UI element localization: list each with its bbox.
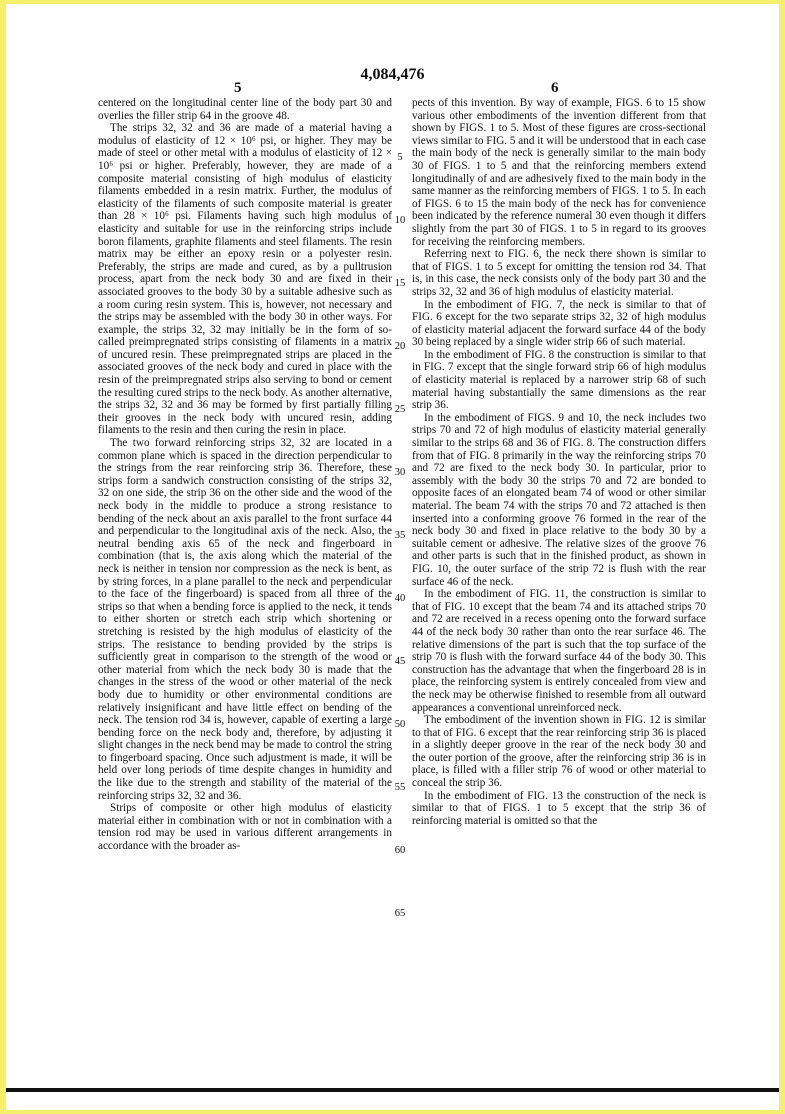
- line-number: 50: [394, 719, 406, 730]
- line-number: 30: [394, 467, 406, 478]
- patent-page: [6, 4, 779, 1110]
- paragraph: Referring next to FIG. 6, the neck there shown is similar to that of FIGS. 1 to 5 except for omitting the tension rod 34. That is, in this case, the neck consists only of the body part 30 and the strips 32, 32 and 36 of high modulus of elasticity material.: [412, 248, 706, 298]
- line-number: 35: [394, 530, 406, 541]
- paragraph: Strips of composite or other high modulus of elasticity material either in combination with or not in combination with a tension rod may be used in various different arrangements in accordance with the broader as-: [98, 802, 392, 853]
- line-number: 60: [394, 845, 406, 856]
- line-number: 45: [394, 656, 406, 667]
- paragraph: The two forward reinforcing strips 32, 32 are located in a common plane which is spaced in the direction perpendicular to the strings from the rear reinforcing strip 36. Therefore, these strips form a sandwich construction consisting of the strips 32, 32 on one side, the strip 36 on the other side and the wood of the neck body in the middle to produce a strong resistance to bending of the neck about an axis parallel to the front surface 44 and perpendicular to the longitudinal axis of the neck. Also, the neutral bending axis 65 of the neck and fingerboard in combination (that is, the axis along which the material of the neck is neither in tension nor compression as the neck is bent, as by string forces, in a plane parallel to the neck and perpendicular to the face of the fingerboard) is spaced from all three of the strips so that when a bending force is applied to the neck, it tends to either shorten or stretch each strip which shortening or stretching is resisted by the high modulus of elasticity of the strips. The resistance to bending provided by the strips is sufficiently great in comparison to the strength of the wood or other material from which the neck body 30 is made that the changes in the stress of the wood or other material of the neck body due to humidity or other environmental conditions are relatively insignificant and have little effect on bending of the neck. The tension rod 34 is, however, capable of exerting a large bending force on the neck body and, therefore, by adjusting it slight changes in the neck bend may be made to control the string to fingerboard spacing. Once such adjustment is made, it will be held over long periods of time despite changes in humidity and the like due to the strength and stability of the material of the reinforcing strips 32, 32 and 36.: [98, 437, 392, 802]
- paragraph: pects of this invention. By way of example, FIGS. 6 to 15 show various other embodiments of the invention different from that shown by FIGS. 1 to 5. Most of these figures are cross-sectional views similar to FIG. 5 and it will be understood that in each case the main body of the neck is generally similar to the main body 30 of FIGS. 1 to 5 and that the reinforcing members extend longitudinally of and are adhesively fixed to the main body in the same manner as the reinforcing members of FIGS. 1 to 5. In each of FIGS. 6 to 15 the main body of the neck has for convenience been indicated by the reference numeral 30 even though it differs slightly from the part 30 of FIGS. 1 to 5 in regard to its grooves for receiving the reinforcing members.: [412, 97, 706, 248]
- line-number: 5: [397, 152, 403, 163]
- right-column: [412, 97, 706, 827]
- right-column-number: 6: [551, 80, 559, 96]
- paragraph: In the embodiment of FIG. 8 the construction is similar to that in FIG. 7 except that the single forward strip 66 of high modulus of elasticity material is replaced by a narrower strip 68 of such material having substantially the same dimensions as the rear strip 36.: [412, 348, 706, 412]
- left-column-number: 5: [234, 80, 242, 96]
- paragraph: In the embodiment of FIG. 11, the construction is similar to that of FIG. 10 except that the beam 74 and its attached strips 70 and 72 are received in a recess opening onto the forward surface 44 of the neck body 30 rather than onto the rear surface 46. The relative dimensions of the part is such that the top surface of the strip 70 is flush with the forward surface 44 of the body 30. This construction has the advantage that when the fingerboard 28 is in place, the reinforcing system is entirely concealed from view and the neck may be otherwise finished to resemble from all outward appearances a conventional unreinforced neck.: [412, 588, 706, 714]
- footer-rule: [6, 1088, 779, 1092]
- line-number: 40: [394, 593, 406, 604]
- paragraph: In the embodiment of FIGS. 9 and 10, the neck includes two strips 70 and 72 of high modulus of elasticity material generally similar to the strips 68 and 36 of FIG. 8. The construction differs from that of FIG. 8 primarily in the way the reinforcing strips 70 and 72 are fixed to the neck body 30. In particular, prior to assembly with the body 30 the strips 70 and 72 are bonded to opposite faces of an elongated beam 74 of wood or other similar material. The beam 74 with the strips 70 and 72 attached is then inserted into a conforming groove 76 formed in the rear of the neck body 30 and fixed in place relative to the body 30 by a suitable cement or adhesive. The relative sizes of the groove 76 and other parts is such that in the finished product, as shown in FIG. 10, the outer surface of the strip 72 is flush with the rear surface 46 of the neck.: [412, 411, 706, 588]
- line-number: 55: [394, 782, 406, 793]
- paragraph: centered on the longitudinal center line of the body part 30 and overlies the filler strip 64 in the groove 48.: [98, 97, 392, 122]
- line-number: 10: [394, 215, 406, 226]
- paragraph: The strips 32, 32 and 36 are made of a material having a modulus of elasticity of 12 × 10⁶ psi, or higher. They may be made of steel or other metal with a modulus of elasticity of 12 × 10⁶ psi or higher. Preferably, however, they are made of a composite material consisting of high modulus of elasticity filaments embedded in a resin matrix. Further, the modulus of elasticity of the filaments of such composite material is greater than 28 × 10⁶ psi. Filaments having such high modulus of elasticity and suitable for use in the reinforcing strips include boron filaments, graphite filaments and steel filaments. The resin matrix may be either an epoxy resin or a polyester resin. Preferably, the strips are made and cured, as by a pulltrusion process, apart from the neck body 30 and are fixed in their associated grooves to the body 30 by a suitable adhesive such as a room curing resin system. This is, however, not necessary and the strips may be assembled with the body 30 in other ways. For example, the strips 32, 32 may initially be in the form of so-called preimpregnated strips consisting of filaments in a matrix of uncured resin. These preimpregnated strips are placed in the associated grooves of the neck body and cured in place with the resin of the preimpregnated strips also serving to bond or cement the resulting cured strips to the neck body. As another alternative, the strips 32, 32 and 36 may be formed by first partially filling their grooves in the neck body with uncured resin, adding filaments to the resin and then curing the resin in place.: [98, 122, 392, 437]
- paragraph: The embodiment of the invention shown in FIG. 12 is similar to that of FIG. 6 except that the rear reinforcing strip 36 is placed in a slightly deeper groove in the rear of the neck body 30 and the outer portion of the groove, after the reinforcing strip 36 is in place, is filled with a filler strip 76 of wood or other material to conceal the strip 36.: [412, 714, 706, 790]
- line-number: 65: [394, 908, 406, 919]
- line-number: 15: [394, 278, 406, 289]
- line-number: 20: [394, 341, 406, 352]
- paragraph: In the embodiment of FIG. 7, the neck is similar to that of FIG. 6 except for the two separate strips 32, 32 of high modulus of elasticity material adjacent the forward surface 44 of the body 30 being replaced by a single wider strip 66 of such material.: [412, 298, 706, 349]
- line-number: 25: [394, 404, 406, 415]
- patent-number: 4,084,476: [360, 66, 425, 83]
- left-column: [98, 97, 392, 853]
- paragraph: In the embodiment of FIG. 13 the construction of the neck is similar to that of FIGS. 1 to 5 except that the strip 36 of reinforcing material is omitted so that the: [412, 789, 706, 827]
